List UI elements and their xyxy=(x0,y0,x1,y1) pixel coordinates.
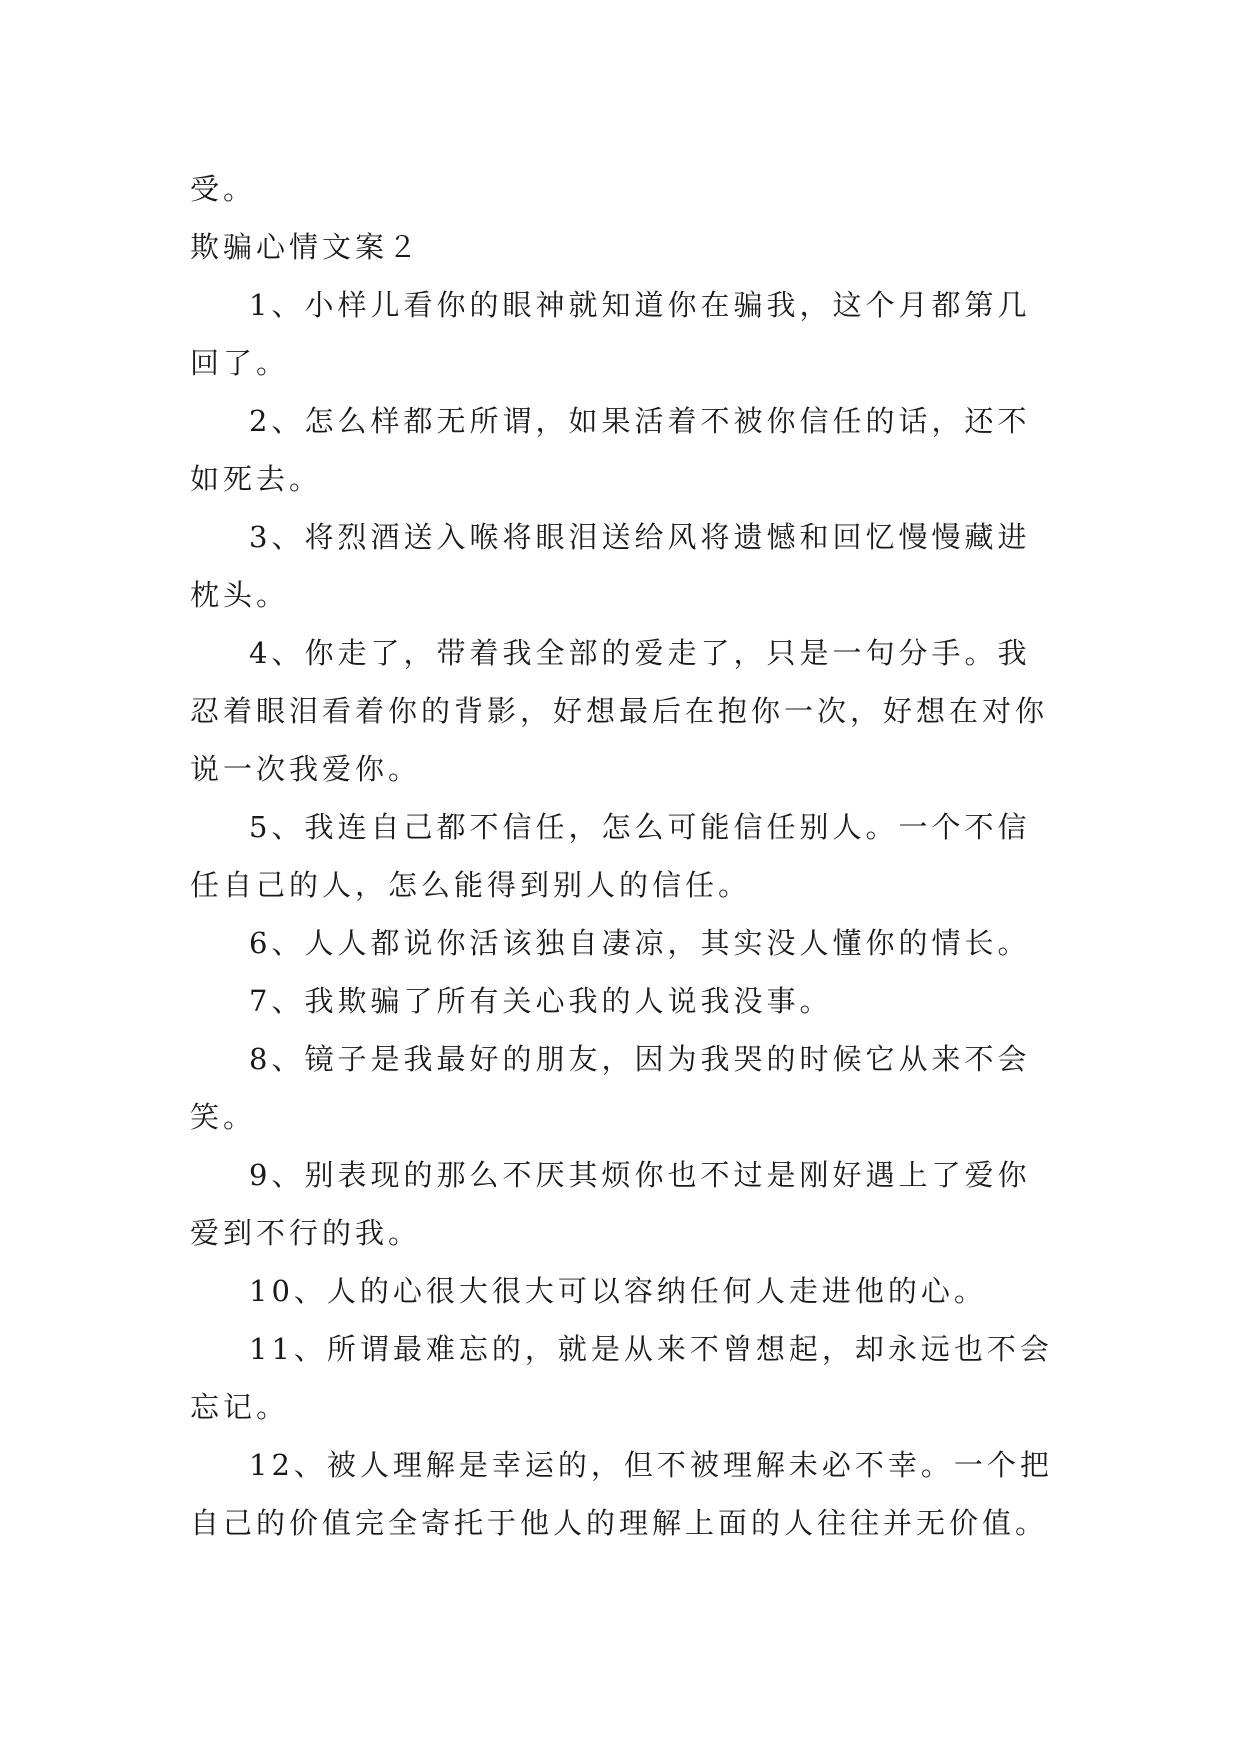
list-item xyxy=(190,1146,1060,1262)
list-item xyxy=(190,1436,1060,1552)
item-line: 笑。 xyxy=(190,1100,257,1134)
item-line: 3、将烈酒送入喉将眼泪送给风将遗憾和回忆慢慢藏进 xyxy=(249,520,1031,554)
item-line: 1、小样儿看你的眼神就知道你在骗我，这个月都第几 xyxy=(249,288,1031,322)
item-line: 2、怎么样都无所谓，如果活着不被你信任的话，还不 xyxy=(249,404,1031,438)
list-item xyxy=(190,972,1060,1030)
item-line: 10、人的心很大很大可以容纳任何人走进他的心。 xyxy=(249,1274,987,1308)
item-line: 忘记。 xyxy=(190,1390,290,1424)
item-line: 7、我欺骗了所有关心我的人说我没事。 xyxy=(249,984,833,1018)
document-page xyxy=(190,160,1060,1552)
item-line: 4、你走了，带着我全部的爱走了，只是一句分手。我 xyxy=(249,636,1031,670)
item-line: 如死去。 xyxy=(190,462,323,496)
item-line: 自己的价值完全寄托于他人的理解上面的人往往并无价值。 xyxy=(190,1506,1049,1540)
item-line: 6、人人都说你活该独自凄凉，其实没人懂你的情长。 xyxy=(249,926,1031,960)
item-line: 说一次我爱你。 xyxy=(190,752,422,786)
list-item xyxy=(190,798,1060,914)
section-heading: 欺骗心情文案２ xyxy=(190,230,422,264)
list-item xyxy=(190,1320,1060,1436)
list-item xyxy=(190,276,1060,392)
item-line: 枕头。 xyxy=(190,578,290,612)
item-line: 回了。 xyxy=(190,346,290,380)
item-line: 爱到不行的我。 xyxy=(190,1216,422,1250)
list-item xyxy=(190,1262,1060,1320)
list-item xyxy=(190,508,1060,624)
list-item xyxy=(190,1030,1060,1146)
carryover-line: 受。 xyxy=(190,172,257,206)
item-line: 12、被人理解是幸运的，但不被理解未必不幸。一个把 xyxy=(249,1448,1053,1482)
item-line: 9、别表现的那么不厌其烦你也不过是刚好遇上了爱你 xyxy=(249,1158,1031,1192)
item-line: 任自己的人，怎么能得到别人的信任。 xyxy=(190,868,752,902)
list-item xyxy=(190,624,1060,798)
item-line: 11、所谓最难忘的，就是从来不曾想起，却永远也不会 xyxy=(249,1332,1053,1366)
item-line: 5、我连自己都不信任，怎么可能信任别人。一个不信 xyxy=(249,810,1031,844)
list-item xyxy=(190,914,1060,972)
item-line: 忍着眼泪看着你的背影，好想最后在抱你一次，好想在对你 xyxy=(190,694,1049,728)
item-line: 8、镜子是我最好的朋友，因为我哭的时候它从来不会 xyxy=(249,1042,1031,1076)
list-item xyxy=(190,392,1060,508)
